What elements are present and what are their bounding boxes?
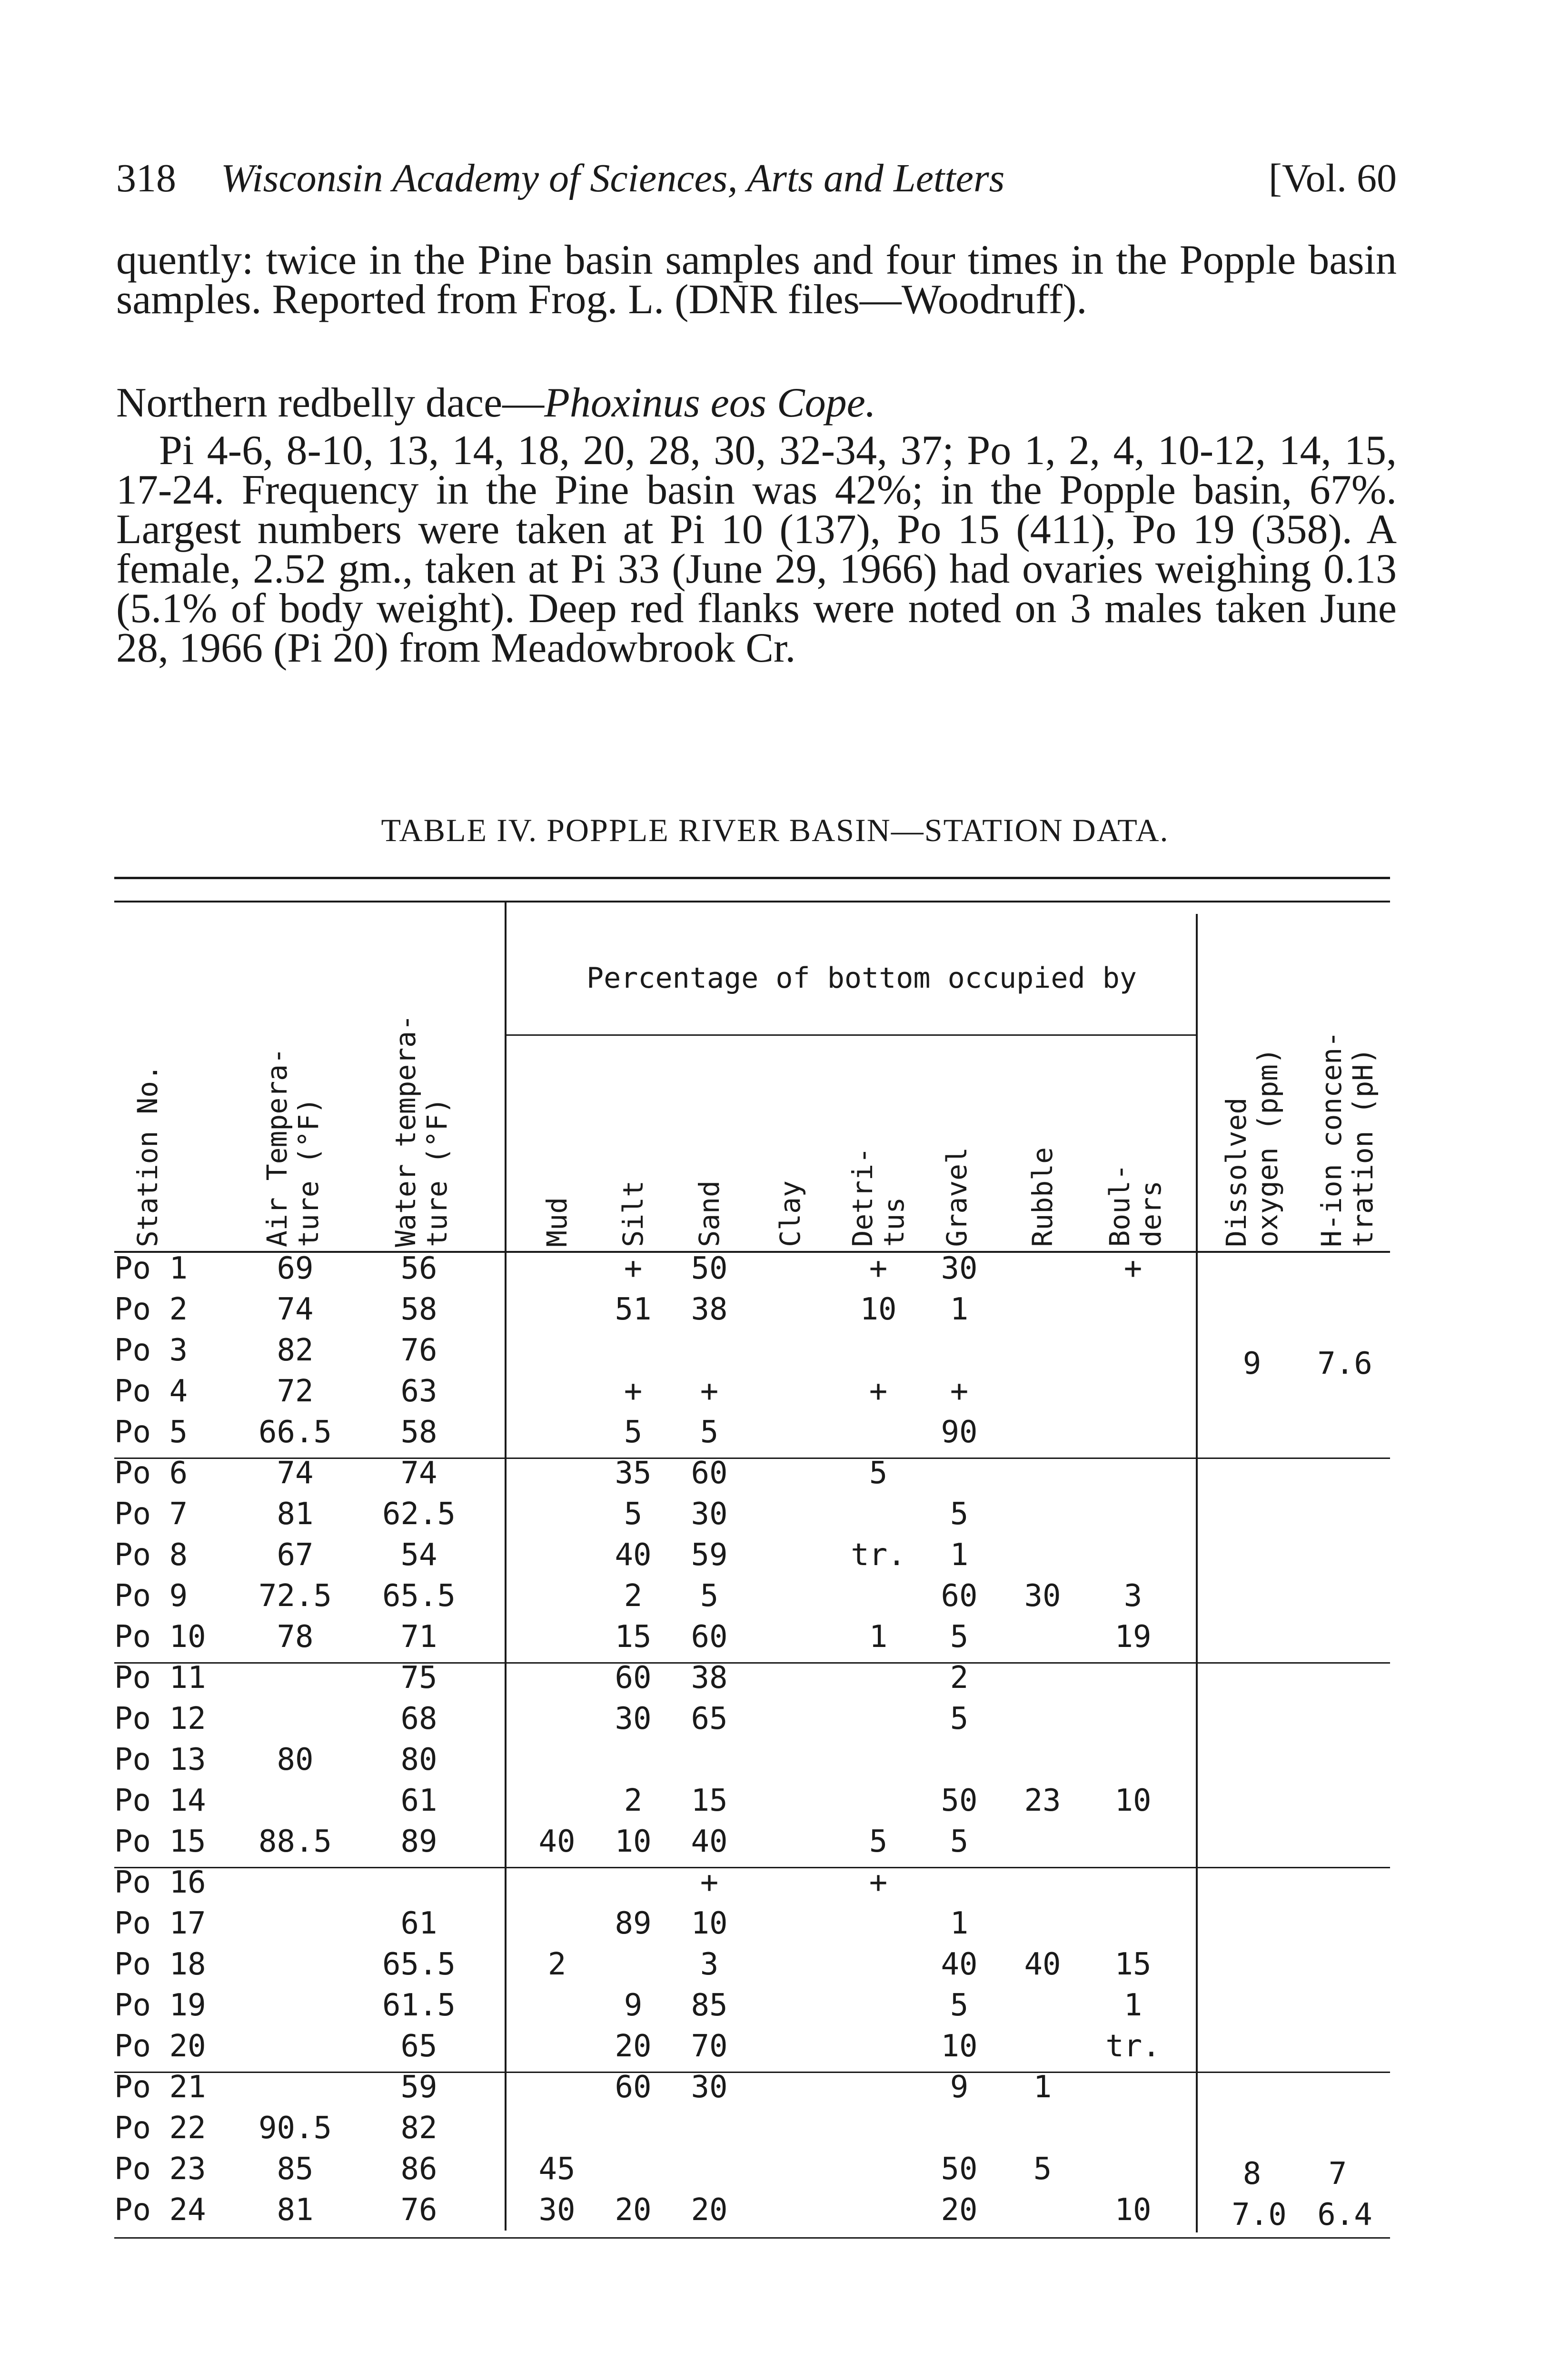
table-bottom-rule — [114, 2237, 1390, 2239]
cell-sand: 60 — [691, 1619, 728, 1655]
header-ph: H-ion concen- tration (pH) — [1315, 1031, 1379, 1247]
cell-gravel: 1 — [950, 1537, 969, 1573]
species-paragraph — [116, 427, 1397, 671]
header-detritus: Detri- tus — [846, 1147, 910, 1247]
header-mud: Mud — [541, 1197, 573, 1247]
cell-gravel: 1 — [950, 1906, 969, 1941]
oxygen-value-po23: 8 — [1242, 2156, 1262, 2192]
cell-detritus: 1 — [869, 1619, 888, 1655]
cell-water: 86 — [400, 2152, 437, 2187]
cell-detritus: + — [869, 1251, 888, 1286]
cell-station: Po 10 — [114, 1619, 206, 1655]
cell-water: 58 — [400, 1415, 437, 1450]
cell-water: 61.5 — [382, 1988, 456, 2023]
species-scientific-name: Phoxinus eos Cope. — [544, 380, 876, 426]
cell-air: 82 — [277, 1333, 314, 1368]
cell-gravel: 40 — [941, 1947, 978, 1982]
cell-silt: 2 — [624, 1783, 643, 1818]
cell-silt: 20 — [615, 2029, 652, 2064]
table-top-rule-2 — [114, 901, 1390, 902]
cell-gravel: 30 — [941, 1251, 978, 1286]
cell-air: 74 — [277, 1456, 314, 1491]
cell-air: 90.5 — [258, 2111, 332, 2146]
cell-silt: 30 — [615, 1701, 652, 1736]
cell-station: Po 23 — [114, 2152, 206, 2187]
cell-silt: 35 — [615, 1456, 652, 1491]
species-heading — [116, 380, 1397, 426]
cell-boulders: + — [1123, 1251, 1143, 1286]
cell-boulders: 3 — [1123, 1578, 1143, 1614]
paragraph-continued — [116, 237, 1397, 323]
cell-air: 85 — [277, 2152, 314, 2187]
cell-silt: 5 — [624, 1497, 643, 1532]
header-boulders: Boul- ders — [1103, 1164, 1167, 1247]
cell-air: 78 — [277, 1619, 314, 1655]
header-dissolved-oxygen: Dissolved oxygen (ppm) — [1220, 1047, 1284, 1247]
journal-title: Wisconsin Academy of Sciences, Arts and Letters — [221, 156, 1005, 200]
cell-gravel: 60 — [941, 1578, 978, 1614]
cell-water: 89 — [400, 1824, 437, 1859]
cell-station: Po 18 — [114, 1947, 206, 1982]
cell-water: 65.5 — [382, 1578, 456, 1614]
cell-boulders: tr. — [1105, 2029, 1161, 2064]
cell-silt: 2 — [624, 1578, 643, 1614]
cell-sand: 5 — [700, 1578, 719, 1614]
cell-mud: 2 — [547, 1947, 566, 1982]
cell-sand: 60 — [691, 1456, 728, 1491]
header-rubble: Rubble — [1026, 1147, 1059, 1247]
cell-sand: 70 — [691, 2029, 728, 2064]
cell-silt: + — [624, 1374, 643, 1409]
cell-detritus: 10 — [860, 1292, 897, 1327]
cell-silt: 9 — [624, 1988, 643, 2023]
cell-station: Po 19 — [114, 1988, 206, 2023]
cell-water: 54 — [400, 1537, 437, 1573]
oxygen-value-po1-po5: 9 — [1242, 1346, 1262, 1381]
cell-silt: 40 — [615, 1537, 652, 1573]
cell-silt: 60 — [615, 1660, 652, 1696]
header-station: Station No. — [131, 1064, 164, 1247]
cell-water: 61 — [400, 1783, 437, 1818]
cell-station: Po 17 — [114, 1906, 206, 1941]
cell-sand: 38 — [691, 1292, 728, 1327]
cell-boulders: 1 — [1123, 1988, 1143, 2023]
cell-sand: 30 — [691, 2070, 728, 2105]
cell-water: 80 — [400, 1742, 437, 1777]
header-clay: Clay — [774, 1180, 806, 1247]
percentage-group-rule — [507, 1034, 1196, 1036]
cell-mud: 30 — [538, 2192, 576, 2228]
cell-rubble: 40 — [1024, 1947, 1061, 1982]
cell-sand: + — [700, 1374, 719, 1409]
cell-sand: 38 — [691, 1660, 728, 1696]
cell-rubble: 1 — [1033, 2070, 1052, 2105]
cell-station: Po 8 — [114, 1537, 188, 1573]
cell-station: Po 3 — [114, 1333, 188, 1368]
cell-station: Po 16 — [114, 1865, 206, 1900]
cell-silt: 15 — [615, 1619, 652, 1655]
cell-station: Po 7 — [114, 1497, 188, 1532]
cell-sand: 15 — [691, 1783, 728, 1818]
cell-silt: 10 — [615, 1824, 652, 1859]
cell-water: 71 — [400, 1619, 437, 1655]
volume-label: [Vol. 60 — [1268, 156, 1397, 200]
cell-mud: 40 — [538, 1824, 576, 1859]
cell-gravel: 5 — [950, 1988, 969, 2023]
cell-station: Po 15 — [114, 1824, 206, 1859]
cell-sand: 30 — [691, 1497, 728, 1532]
cell-sand: 85 — [691, 1988, 728, 2023]
cell-gravel: 1 — [950, 1292, 969, 1327]
cell-mud: 45 — [538, 2152, 576, 2187]
cell-station: Po 6 — [114, 1456, 188, 1491]
cell-air: 81 — [277, 2192, 314, 2228]
oxygen-value-po24: 7.0 — [1232, 2197, 1287, 2232]
cell-water: 56 — [400, 1251, 437, 1286]
cell-water: 62.5 — [382, 1497, 456, 1532]
header-sand: Sand — [693, 1180, 725, 1247]
header-percentage-bottom: Percentage of bottom occupied by — [586, 962, 1137, 995]
cell-sand: 10 — [691, 1906, 728, 1941]
cell-water: 63 — [400, 1374, 437, 1409]
cell-boulders: 10 — [1114, 2192, 1152, 2228]
cell-gravel: 10 — [941, 2029, 978, 2064]
cell-silt: 89 — [615, 1906, 652, 1941]
cell-gravel: 90 — [941, 1415, 978, 1450]
cell-air: 81 — [277, 1497, 314, 1532]
cell-gravel: 50 — [941, 1783, 978, 1818]
cell-detritus: + — [869, 1865, 888, 1900]
cell-silt: 60 — [615, 2070, 652, 2105]
cell-water: 74 — [400, 1456, 437, 1491]
cell-air: 66.5 — [258, 1415, 332, 1450]
cell-water: 65 — [400, 2029, 437, 2064]
cell-air: 72 — [277, 1374, 314, 1409]
cell-station: Po 11 — [114, 1660, 206, 1696]
cell-gravel: + — [950, 1374, 969, 1409]
paragraph-text: Pi 4-6, 8-10, 13, 14, 18, 20, 28, 30, 32-34, 37; Po 1, 2, 4, 10-12, 14, 15, 17-24. Frequency in the Pine basin was 42%; in the Popple basin, 67%. Largest numbers were taken at Pi 10 (137), Po 15 (411), Po 19 (358). A female, 2.52 gm., taken at Pi 33 (June 29, 1966) had ovaries weighing 0.13 (5.1% of body weight). Deep red flanks were noted on 3 males taken June 28, 1966 (Pi 20) from Meadowbrook Cr. — [116, 427, 1397, 671]
cell-station: Po 4 — [114, 1374, 188, 1409]
column-divider-right — [1196, 914, 1198, 2232]
page-number: 318 — [116, 156, 176, 200]
cell-water: 82 — [400, 2111, 437, 2146]
cell-sand: 5 — [700, 1415, 719, 1450]
cell-station: Po 5 — [114, 1415, 188, 1450]
cell-water: 76 — [400, 1333, 437, 1368]
cell-detritus: 5 — [869, 1824, 888, 1859]
cell-air: 88.5 — [258, 1824, 332, 1859]
cell-gravel: 20 — [941, 2192, 978, 2228]
cell-gravel: 50 — [941, 2152, 978, 2187]
column-divider-left — [505, 902, 507, 2231]
cell-air: 72.5 — [258, 1578, 332, 1614]
cell-boulders: 10 — [1114, 1783, 1152, 1818]
cell-water: 76 — [400, 2192, 437, 2228]
cell-sand: 20 — [691, 2192, 728, 2228]
cell-silt: 5 — [624, 1415, 643, 1450]
cell-water: 61 — [400, 1906, 437, 1941]
header-silt: Silt — [617, 1180, 649, 1247]
cell-boulders: 19 — [1114, 1619, 1152, 1655]
cell-rubble: 5 — [1033, 2152, 1052, 2187]
header-air-temperature: Air Tempera- ture (°F) — [261, 1047, 325, 1247]
cell-sand: 59 — [691, 1537, 728, 1573]
cell-sand: 3 — [700, 1947, 719, 1982]
cell-boulders: 15 — [1114, 1947, 1152, 1982]
cell-sand: 65 — [691, 1701, 728, 1736]
cell-station: Po 24 — [114, 2192, 206, 2228]
cell-silt: 20 — [615, 2192, 652, 2228]
ph-value-po1-po5: 7.6 — [1317, 1346, 1372, 1381]
cell-station: Po 13 — [114, 1742, 206, 1777]
group-separator — [114, 1867, 1390, 1868]
cell-station: Po 2 — [114, 1292, 188, 1327]
running-header — [116, 152, 1401, 205]
group-separator — [114, 1662, 1390, 1664]
cell-sand: 50 — [691, 1251, 728, 1286]
cell-silt: 51 — [615, 1292, 652, 1327]
cell-gravel: 5 — [950, 1824, 969, 1859]
cell-detritus: 5 — [869, 1456, 888, 1491]
cell-gravel: 2 — [950, 1660, 969, 1696]
cell-air: 74 — [277, 1292, 314, 1327]
cell-rubble: 30 — [1024, 1578, 1061, 1614]
cell-station: Po 1 — [114, 1251, 188, 1286]
ph-value-po23: 7 — [1328, 2156, 1347, 2192]
cell-gravel: 9 — [950, 2070, 969, 2105]
group-separator — [114, 2072, 1390, 2073]
cell-gravel: 5 — [950, 1497, 969, 1532]
header-gravel: Gravel — [941, 1147, 973, 1247]
cell-sand: + — [700, 1865, 719, 1900]
species-common-name: Northern redbelly dace— — [116, 380, 545, 426]
cell-sand: 40 — [691, 1824, 728, 1859]
cell-silt: + — [624, 1251, 643, 1286]
cell-water: 68 — [400, 1701, 437, 1736]
cell-water: 65.5 — [382, 1947, 456, 1982]
cell-station: Po 12 — [114, 1701, 206, 1736]
cell-station: Po 21 — [114, 2070, 206, 2105]
cell-station: Po 14 — [114, 1783, 206, 1818]
table-top-rule — [114, 877, 1390, 879]
cell-gravel: 5 — [950, 1619, 969, 1655]
cell-station: Po 20 — [114, 2029, 206, 2064]
cell-water: 75 — [400, 1660, 437, 1696]
cell-air: 69 — [277, 1251, 314, 1286]
cell-air: 80 — [277, 1742, 314, 1777]
ph-value-po24: 6.4 — [1317, 2197, 1372, 2232]
cell-air: 67 — [277, 1537, 314, 1573]
cell-station: Po 9 — [114, 1578, 188, 1614]
table-title: TABLE IV. POPPLE RIVER BASIN—STATION DATA. — [381, 812, 1169, 848]
cell-rubble: 23 — [1024, 1783, 1061, 1818]
paragraph-text: quently: twice in the Pine basin samples and four times in the Popple basin samples. Reported from Frog. L. (DNR files—Woodruff). — [116, 237, 1397, 323]
cell-detritus: tr. — [851, 1537, 906, 1573]
cell-water: 58 — [400, 1292, 437, 1327]
cell-detritus: + — [869, 1374, 888, 1409]
cell-water: 59 — [400, 2070, 437, 2105]
header-water-temperature: Water tempera- ture (°F) — [389, 1014, 453, 1247]
cell-station: Po 22 — [114, 2111, 206, 2146]
cell-gravel: 5 — [950, 1701, 969, 1736]
